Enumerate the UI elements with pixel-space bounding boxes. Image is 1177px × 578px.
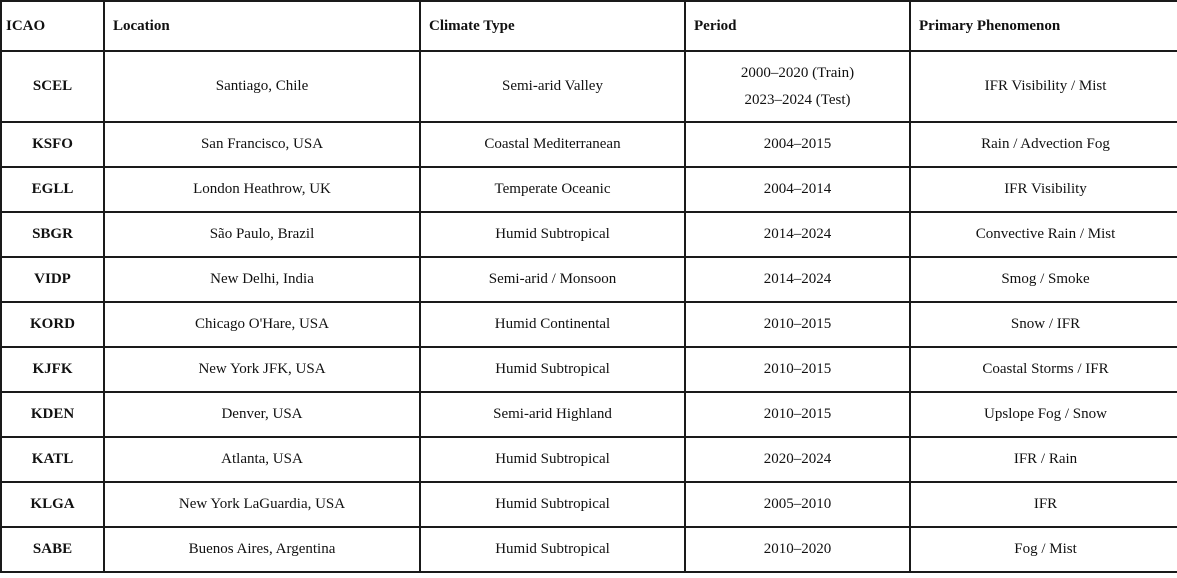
climate-cell: Coastal Mediterranean <box>420 122 685 167</box>
header-primary-phenomenon: Primary Phenomenon <box>910 1 1177 51</box>
climate-cell: Humid Subtropical <box>420 212 685 257</box>
icao-cell: KDEN <box>1 392 104 437</box>
table-row <box>1 167 1177 212</box>
location-cell: New York JFK, USA <box>104 347 420 392</box>
location-cell: New York LaGuardia, USA <box>104 482 420 527</box>
period-cell: 2004–2014 <box>685 167 910 212</box>
phenomenon-cell: IFR Visibility <box>910 167 1177 212</box>
table-row <box>1 347 1177 392</box>
table-row <box>1 51 1177 122</box>
phenomenon-cell: IFR / Rain <box>910 437 1177 482</box>
table-row <box>1 302 1177 347</box>
icao-cell: KJFK <box>1 347 104 392</box>
period-cell: 2004–2015 <box>685 122 910 167</box>
climate-cell: Humid Subtropical <box>420 437 685 482</box>
climate-cell: Semi-arid Valley <box>420 51 685 122</box>
table-row <box>1 392 1177 437</box>
period-cell: 2014–2024 <box>685 257 910 302</box>
icao-cell: KSFO <box>1 122 104 167</box>
period-cell: 2014–2024 <box>685 212 910 257</box>
phenomenon-cell: Convective Rain / Mist <box>910 212 1177 257</box>
table-row <box>1 212 1177 257</box>
period-cell: 2005–2010 <box>685 482 910 527</box>
climate-cell: Temperate Oceanic <box>420 167 685 212</box>
icao-cell: KATL <box>1 437 104 482</box>
table-row <box>1 122 1177 167</box>
icao-cell: EGLL <box>1 167 104 212</box>
header-location: Location <box>104 1 420 51</box>
period-cell: 2010–2015 <box>685 302 910 347</box>
header-icao: ICAO <box>1 1 104 51</box>
icao-cell: VIDP <box>1 257 104 302</box>
icao-cell: SABE <box>1 527 104 572</box>
period-train: 2000–2020 (Train) <box>740 64 855 81</box>
table-row <box>1 257 1177 302</box>
period-cell: 2010–2015 <box>685 347 910 392</box>
period-cell: 2020–2024 <box>685 437 910 482</box>
location-cell: London Heathrow, UK <box>104 167 420 212</box>
phenomenon-cell: Coastal Storms / IFR <box>910 347 1177 392</box>
header-climate-type: Climate Type <box>420 1 685 51</box>
icao-cell: KLGA <box>1 482 104 527</box>
period-test: 2023–2024 (Test) <box>744 91 851 108</box>
icao-cell: SCEL <box>1 51 104 122</box>
table-row <box>1 437 1177 482</box>
climate-cell: Semi-arid / Monsoon <box>420 257 685 302</box>
climate-cell: Humid Subtropical <box>420 482 685 527</box>
phenomenon-cell: Smog / Smoke <box>910 257 1177 302</box>
icao-cell: SBGR <box>1 212 104 257</box>
table-row <box>1 527 1177 572</box>
climate-cell: Humid Subtropical <box>420 527 685 572</box>
climate-cell: Humid Continental <box>420 302 685 347</box>
climate-cell: Humid Subtropical <box>420 347 685 392</box>
phenomenon-cell: Snow / IFR <box>910 302 1177 347</box>
period-cell: 2010–2015 <box>685 392 910 437</box>
period-cell: 2010–2020 <box>685 527 910 572</box>
icao-cell: KORD <box>1 302 104 347</box>
phenomenon-cell: Rain / Advection Fog <box>910 122 1177 167</box>
location-cell: Denver, USA <box>104 392 420 437</box>
location-cell: Atlanta, USA <box>104 437 420 482</box>
phenomenon-cell: IFR Visibility / Mist <box>910 51 1177 122</box>
table-row <box>1 482 1177 527</box>
header-period: Period <box>685 1 910 51</box>
phenomenon-cell: IFR <box>910 482 1177 527</box>
location-cell: New Delhi, India <box>104 257 420 302</box>
period-cell <box>685 51 910 122</box>
location-cell: Santiago, Chile <box>104 51 420 122</box>
phenomenon-cell: Fog / Mist <box>910 527 1177 572</box>
location-cell: San Francisco, USA <box>104 122 420 167</box>
header-row <box>1 1 1177 51</box>
location-cell: Buenos Aires, Argentina <box>104 527 420 572</box>
phenomenon-cell: Upslope Fog / Snow <box>910 392 1177 437</box>
climate-cell: Semi-arid Highland <box>420 392 685 437</box>
location-cell: Chicago O'Hare, USA <box>104 302 420 347</box>
location-cell: São Paulo, Brazil <box>104 212 420 257</box>
